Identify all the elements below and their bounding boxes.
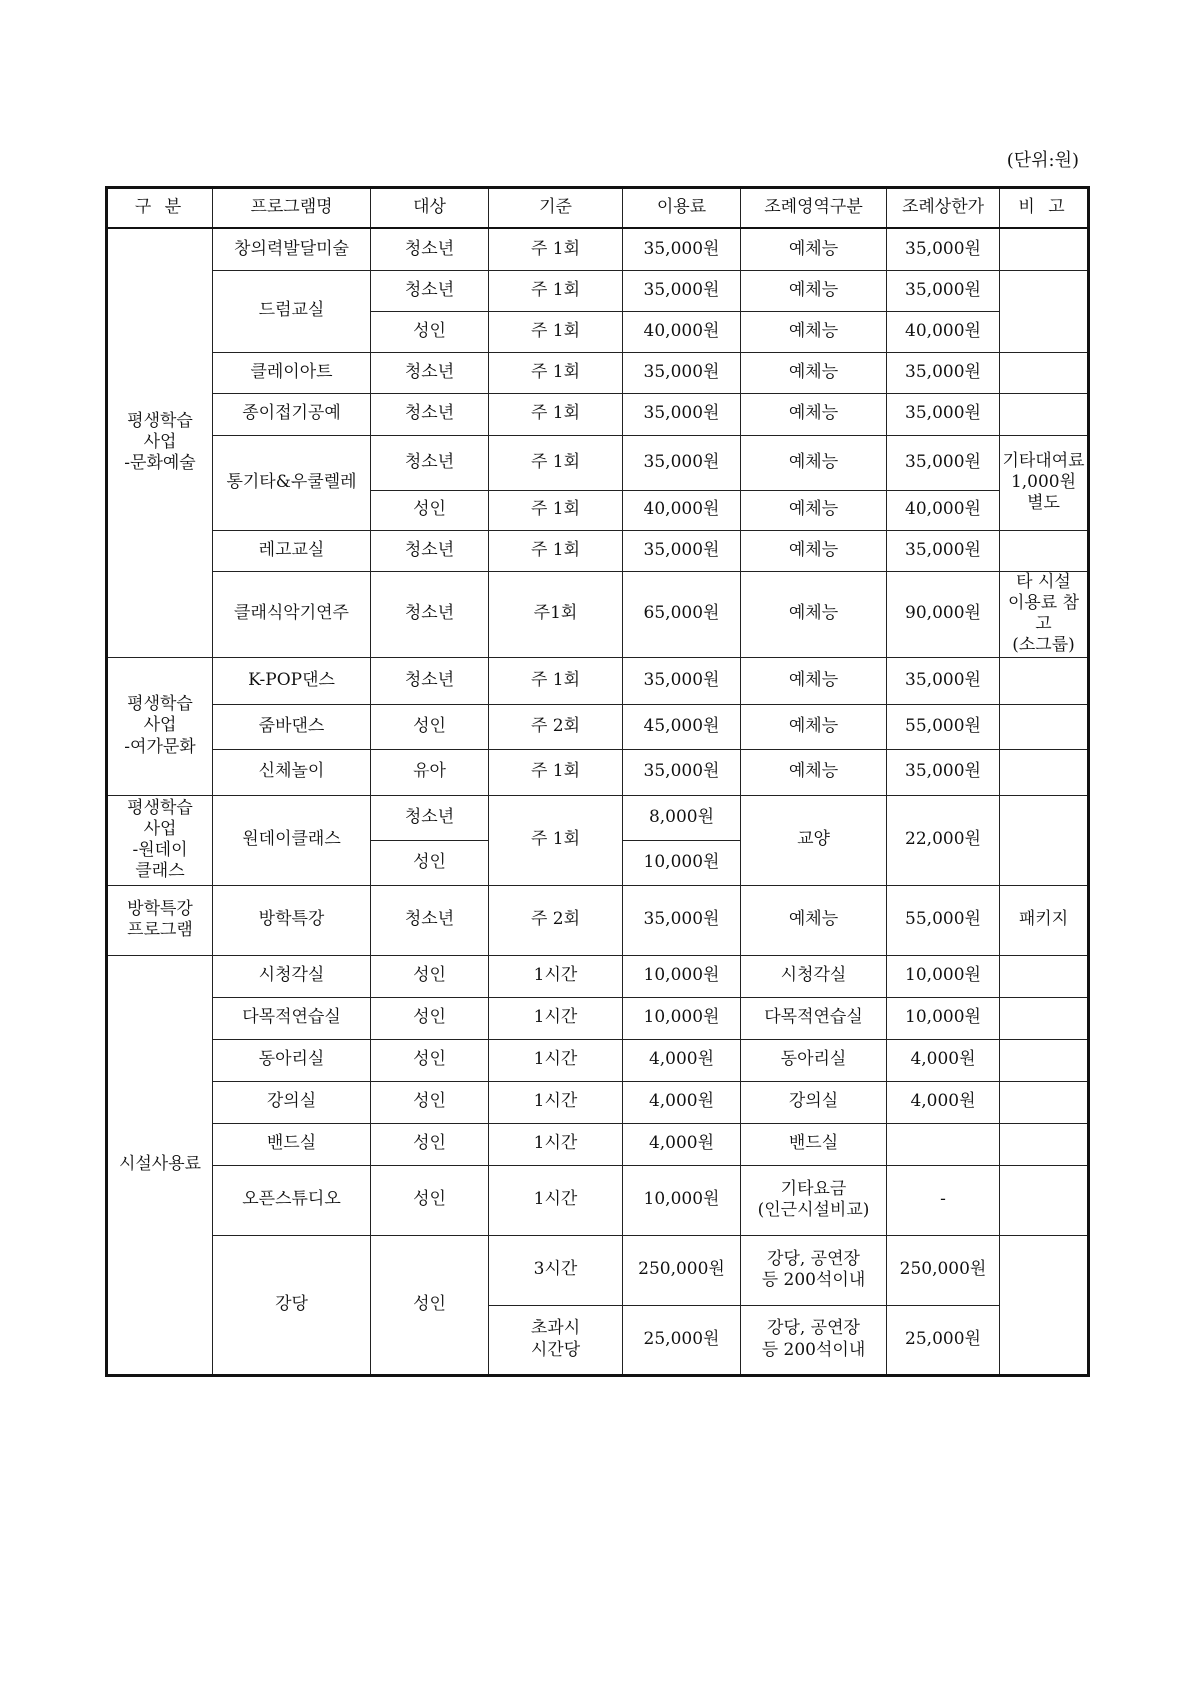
header-cap: 조례상한가 (887, 188, 1000, 229)
basis-cell: 주 1회 (489, 352, 623, 393)
fee-cell: 8,000원 (623, 795, 741, 840)
fee-cell: 35,000원 (623, 270, 741, 311)
basis-cell: 3시간 (489, 1235, 623, 1305)
note-cell: 패키지 (1000, 885, 1089, 955)
area-cell: 예체능 (741, 270, 887, 311)
table-row (107, 228, 1089, 270)
basis-cell: 1시간 (489, 1081, 623, 1123)
cap-cell: 40,000원 (887, 490, 1000, 530)
table-row (107, 997, 1089, 1039)
note-cell (1000, 270, 1089, 352)
fee-cell: 35,000원 (623, 393, 741, 435)
area-cell: 교양 (741, 795, 887, 885)
basis-cell: 주 1회 (489, 490, 623, 530)
header-row (107, 188, 1089, 229)
program-cell: 동아리실 (213, 1039, 371, 1081)
note-cell (1000, 393, 1089, 435)
program-cell: 시청각실 (213, 955, 371, 997)
program-cell: 오픈스튜디오 (213, 1165, 371, 1235)
program-cell: 강의실 (213, 1081, 371, 1123)
fee-cell: 10,000원 (623, 997, 741, 1039)
basis-cell: 주 2회 (489, 704, 623, 749)
group-leisure: 평생학습 사업 -여가문화 (107, 657, 213, 795)
basis-cell: 주 1회 (489, 228, 623, 270)
target-cell: 성인 (371, 1039, 489, 1081)
program-cell: 다목적연습실 (213, 997, 371, 1039)
cap-cell: 250,000원 (887, 1235, 1000, 1305)
basis-cell: 초과시 시간당 (489, 1305, 623, 1375)
basis-cell: 주1회 (489, 571, 623, 657)
basis-cell: 1시간 (489, 1123, 623, 1165)
area-cell: 시청각실 (741, 955, 887, 997)
fee-table (105, 186, 1090, 1377)
basis-cell: 1시간 (489, 997, 623, 1039)
fee-cell: 4,000원 (623, 1081, 741, 1123)
target-cell: 성인 (371, 1235, 489, 1375)
table-row (107, 352, 1089, 393)
fee-cell: 35,000원 (623, 885, 741, 955)
table-row (107, 657, 1089, 704)
area-cell: 강의실 (741, 1081, 887, 1123)
area-cell: 예체능 (741, 490, 887, 530)
cap-cell: 10,000원 (887, 955, 1000, 997)
cap-cell (887, 1123, 1000, 1165)
basis-cell: 주 1회 (489, 795, 623, 885)
target-cell: 성인 (371, 955, 489, 997)
table-row (107, 749, 1089, 795)
table-row (107, 1123, 1089, 1165)
area-cell: 예체능 (741, 530, 887, 571)
cap-cell: 35,000원 (887, 657, 1000, 704)
area-cell: 밴드실 (741, 1123, 887, 1165)
note-cell (1000, 1039, 1089, 1081)
target-cell: 성인 (371, 1165, 489, 1235)
area-cell: 다목적연습실 (741, 997, 887, 1039)
target-cell: 청소년 (371, 657, 489, 704)
cap-cell: 55,000원 (887, 704, 1000, 749)
table-row (107, 270, 1089, 311)
group-oneday: 평생학습 사업 -원데이 클래스 (107, 795, 213, 885)
note-cell (1000, 955, 1089, 997)
table-row (107, 435, 1089, 490)
fee-cell: 10,000원 (623, 1165, 741, 1235)
target-cell: 성인 (371, 704, 489, 749)
header-note: 비 고 (1000, 188, 1089, 229)
fee-cell: 10,000원 (623, 955, 741, 997)
header-target: 대상 (371, 188, 489, 229)
group-culture-arts: 평생학습 사업 -문화예술 (107, 228, 213, 657)
table-row (107, 1235, 1089, 1305)
fee-cell: 40,000원 (623, 490, 741, 530)
area-cell: 예체능 (741, 704, 887, 749)
note-cell (1000, 704, 1089, 749)
area-cell: 예체능 (741, 749, 887, 795)
cap-cell: 35,000원 (887, 435, 1000, 490)
basis-cell: 주 1회 (489, 749, 623, 795)
program-cell: 방학특강 (213, 885, 371, 955)
basis-cell: 주 1회 (489, 270, 623, 311)
header-program: 프로그램명 (213, 188, 371, 229)
target-cell: 성인 (371, 1123, 489, 1165)
target-cell: 성인 (371, 840, 489, 885)
area-cell: 예체능 (741, 393, 887, 435)
program-cell: 줌바댄스 (213, 704, 371, 749)
target-cell: 청소년 (371, 352, 489, 393)
target-cell: 성인 (371, 997, 489, 1039)
unit-label: (단위:원) (1006, 150, 1079, 171)
cap-cell: 35,000원 (887, 393, 1000, 435)
cap-cell: 25,000원 (887, 1305, 1000, 1375)
table-row (107, 795, 1089, 840)
fee-cell: 35,000원 (623, 435, 741, 490)
area-cell: 예체능 (741, 228, 887, 270)
fee-cell: 35,000원 (623, 228, 741, 270)
table-row (107, 704, 1089, 749)
basis-cell: 1시간 (489, 1165, 623, 1235)
note-cell (1000, 749, 1089, 795)
target-cell: 청소년 (371, 228, 489, 270)
cap-cell: 10,000원 (887, 997, 1000, 1039)
target-cell: 청소년 (371, 393, 489, 435)
cap-cell: 90,000원 (887, 571, 1000, 657)
table-row (107, 393, 1089, 435)
fee-cell: 35,000원 (623, 657, 741, 704)
note-cell (1000, 1081, 1089, 1123)
group-facility: 시설사용료 (107, 955, 213, 1375)
target-cell: 청소년 (371, 530, 489, 571)
area-cell: 강당, 공연장 등 200석이내 (741, 1235, 887, 1305)
target-cell: 성인 (371, 490, 489, 530)
program-cell: 클레이아트 (213, 352, 371, 393)
area-cell: 예체능 (741, 435, 887, 490)
target-cell: 유아 (371, 749, 489, 795)
cap-cell: 4,000원 (887, 1081, 1000, 1123)
table-row (107, 571, 1089, 657)
fee-cell: 10,000원 (623, 840, 741, 885)
note-cell: 기타대여료 1,000원 별도 (1000, 435, 1089, 530)
target-cell: 청소년 (371, 571, 489, 657)
note-cell (1000, 1123, 1089, 1165)
fee-cell: 45,000원 (623, 704, 741, 749)
fee-cell: 4,000원 (623, 1123, 741, 1165)
area-cell: 강당, 공연장 등 200석이내 (741, 1305, 887, 1375)
basis-cell: 주 1회 (489, 435, 623, 490)
program-cell: 원데이클래스 (213, 795, 371, 885)
fee-cell: 65,000원 (623, 571, 741, 657)
area-cell: 기타요금 (인근시설비교) (741, 1165, 887, 1235)
table-row (107, 1165, 1089, 1235)
basis-cell: 주 2회 (489, 885, 623, 955)
fee-cell: 40,000원 (623, 311, 741, 352)
group-vacation: 방학특강 프로그램 (107, 885, 213, 955)
cap-cell: 55,000원 (887, 885, 1000, 955)
note-cell (1000, 1165, 1089, 1235)
cap-cell: - (887, 1165, 1000, 1235)
target-cell: 성인 (371, 311, 489, 352)
header-category: 구 분 (107, 188, 213, 229)
table-row (107, 955, 1089, 997)
program-cell: 클래식악기연주 (213, 571, 371, 657)
program-cell: 강당 (213, 1235, 371, 1375)
area-cell: 예체능 (741, 352, 887, 393)
target-cell: 청소년 (371, 435, 489, 490)
cap-cell: 22,000원 (887, 795, 1000, 885)
cap-cell: 35,000원 (887, 228, 1000, 270)
table-row (107, 530, 1089, 571)
basis-cell: 1시간 (489, 955, 623, 997)
program-cell: 신체놀이 (213, 749, 371, 795)
header-area: 조례영역구분 (741, 188, 887, 229)
fee-cell: 250,000원 (623, 1235, 741, 1305)
note-cell (1000, 228, 1089, 270)
target-cell: 청소년 (371, 885, 489, 955)
cap-cell: 35,000원 (887, 530, 1000, 571)
program-cell: 레고교실 (213, 530, 371, 571)
program-cell: 창의력발달미술 (213, 228, 371, 270)
area-cell: 예체능 (741, 571, 887, 657)
basis-cell: 주 1회 (489, 530, 623, 571)
area-cell: 동아리실 (741, 1039, 887, 1081)
target-cell: 청소년 (371, 795, 489, 840)
table-row (107, 1081, 1089, 1123)
fee-cell: 35,000원 (623, 530, 741, 571)
cap-cell: 35,000원 (887, 749, 1000, 795)
header-basis: 기준 (489, 188, 623, 229)
note-cell: 타 시설 이용료 참고 (소그룹) (1000, 571, 1089, 657)
basis-cell: 주 1회 (489, 393, 623, 435)
area-cell: 예체능 (741, 311, 887, 352)
area-cell: 예체능 (741, 885, 887, 955)
cap-cell: 40,000원 (887, 311, 1000, 352)
note-cell (1000, 1235, 1089, 1375)
program-cell: 밴드실 (213, 1123, 371, 1165)
program-cell: 통기타&우쿨렐레 (213, 435, 371, 530)
note-cell (1000, 530, 1089, 571)
area-cell: 예체능 (741, 657, 887, 704)
note-cell (1000, 352, 1089, 393)
program-cell: 종이접기공예 (213, 393, 371, 435)
target-cell: 청소년 (371, 270, 489, 311)
note-cell (1000, 997, 1089, 1039)
cap-cell: 35,000원 (887, 270, 1000, 311)
fee-cell: 25,000원 (623, 1305, 741, 1375)
cap-cell: 35,000원 (887, 352, 1000, 393)
basis-cell: 주 1회 (489, 311, 623, 352)
table-row (107, 885, 1089, 955)
fee-cell: 4,000원 (623, 1039, 741, 1081)
note-cell (1000, 657, 1089, 704)
note-cell (1000, 795, 1089, 885)
basis-cell: 주 1회 (489, 657, 623, 704)
target-cell: 성인 (371, 1081, 489, 1123)
program-cell: K-POP댄스 (213, 657, 371, 704)
fee-cell: 35,000원 (623, 749, 741, 795)
basis-cell: 1시간 (489, 1039, 623, 1081)
table-row (107, 1039, 1089, 1081)
fee-cell: 35,000원 (623, 352, 741, 393)
program-cell: 드럼교실 (213, 270, 371, 352)
header-fee: 이용료 (623, 188, 741, 229)
cap-cell: 4,000원 (887, 1039, 1000, 1081)
